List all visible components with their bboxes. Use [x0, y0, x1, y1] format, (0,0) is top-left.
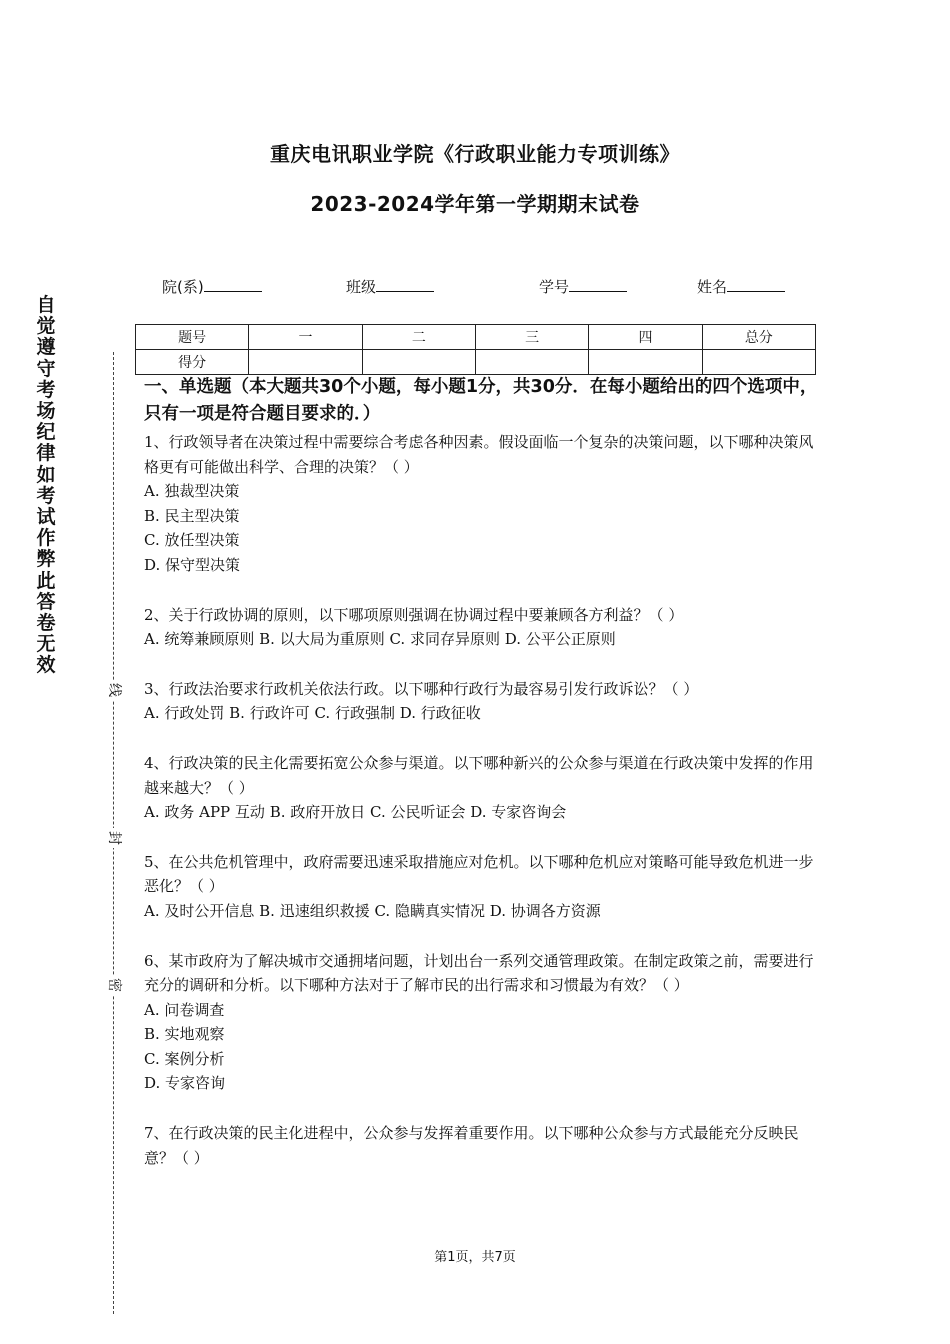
department-field [162, 276, 262, 297]
seal-mark-secret: 密 [104, 975, 124, 995]
option: A. 统筹兼顾原则 B. 以大局为重原则 C. 求同存异原则 D. 公平公正原则 [144, 630, 616, 649]
option: A. 问卷调查 [144, 1000, 225, 1019]
seal-mark-line: 线 [104, 680, 124, 700]
score-table-cell: 三 [475, 325, 588, 350]
question-stem: 5、在公共危机管理中，政府需要迅速采取措施应对危机。以下哪种危机应对策略可能导致危机进一步恶化？（ ） [144, 852, 814, 896]
class-field [346, 276, 434, 297]
score-table [135, 324, 816, 375]
score-table-cell: 四 [589, 325, 702, 350]
name-field [697, 276, 785, 297]
option: C. 放任型决策 [144, 531, 240, 550]
score-entry-cell [475, 350, 588, 375]
question [144, 430, 824, 578]
question [144, 850, 824, 924]
page-number: 第1页，共7页 [434, 1250, 516, 1265]
question-stem: 6、某市政府为了解决城市交通拥堵问题，计划出台一系列交通管理政策。在制定政策之前，需要进行充分的调研和分析。以下哪种方法对于了解市民的出行需求和习惯最为有效？（ ） [144, 951, 814, 995]
option: A. 及时公开信息 B. 迅速组织救援 C. 隐瞒真实情况 D. 协调各方资源 [144, 901, 601, 920]
question-stem: 4、行政决策的民主化需要拓宽公众参与渠道。以下哪种新兴的公众参与渠道在行政决策中发挥的作用越来越大？（ ） [144, 753, 814, 797]
question-stem: 2、关于行政协调的原则，以下哪项原则强调在协调过程中要兼顾各方利益？（ ） [144, 605, 684, 624]
option: B. 民主型决策 [144, 506, 240, 525]
seal-mark-seal: 封 [104, 828, 124, 848]
student-id-blank [569, 277, 627, 292]
score-table-score-row [136, 350, 816, 375]
score-table-cell: 得分 [136, 350, 249, 375]
option: D. 保守型决策 [144, 555, 241, 574]
score-entry-cell [702, 350, 815, 375]
score-table-cell: 一 [249, 325, 362, 350]
question-stem: 7、在行政决策的民主化进程中，公众参与发挥着重要作用。以下哪种公众参与方式最能充分反映民意？（ ） [144, 1124, 799, 1167]
score-entry-cell [589, 350, 702, 375]
score-table-cell: 题号 [136, 325, 249, 350]
question [144, 751, 824, 825]
question [144, 603, 824, 652]
department-label: 院(系) [162, 278, 204, 296]
option: C. 案例分析 [144, 1049, 225, 1068]
class-blank [376, 277, 434, 292]
question-stem: 1、行政领导者在决策过程中需要综合考虑各种因素。假设面临一个复杂的决策问题，以下哪种决策风格更有可能做出科学、合理的决策？（ ） [144, 433, 814, 476]
score-entry-cell [249, 350, 362, 375]
section-heading: 一、单选题（本大题共30个小题，每小题1分，共30分．在每小题给出的四个选项中，只有一项是符合题目要求的．） [144, 377, 818, 424]
name-blank [727, 277, 785, 292]
option: A. 行政处罚 B. 行政许可 C. 行政强制 D. 行政征收 [144, 704, 481, 723]
department-blank [204, 277, 262, 292]
class-label: 班级 [346, 278, 377, 296]
student-id-field [539, 276, 627, 297]
score-entry-cell [362, 350, 475, 375]
exam-subtitle: 2023-2024学年第一学期期末试卷 [310, 192, 640, 216]
question-section [144, 374, 824, 1170]
option: B. 实地观察 [144, 1025, 225, 1044]
score-table-cell: 总分 [702, 325, 815, 350]
option: D. 专家咨询 [144, 1074, 226, 1093]
name-label: 姓名 [697, 278, 728, 296]
exam-title: 重庆电讯职业学院《行政职业能力专项训练》 [270, 142, 680, 166]
question [144, 1121, 824, 1170]
question-stem: 3、行政法治要求行政机关依法行政。以下哪种行政行为最容易引发行政诉讼？（ ） [144, 679, 699, 698]
score-table-header-row [136, 325, 816, 350]
score-table-cell: 二 [362, 325, 475, 350]
question [144, 677, 824, 726]
option: A. 政务 APP 互动 B. 政府开放日 C. 公民听证会 D. 专家咨询会 [144, 803, 567, 822]
question [144, 949, 824, 1097]
student-id-label: 学号 [539, 278, 570, 296]
option: A. 独裁型决策 [144, 482, 240, 501]
side-notice: 自觉遵守考场纪律如考试作弊此答卷无效 [36, 294, 56, 677]
